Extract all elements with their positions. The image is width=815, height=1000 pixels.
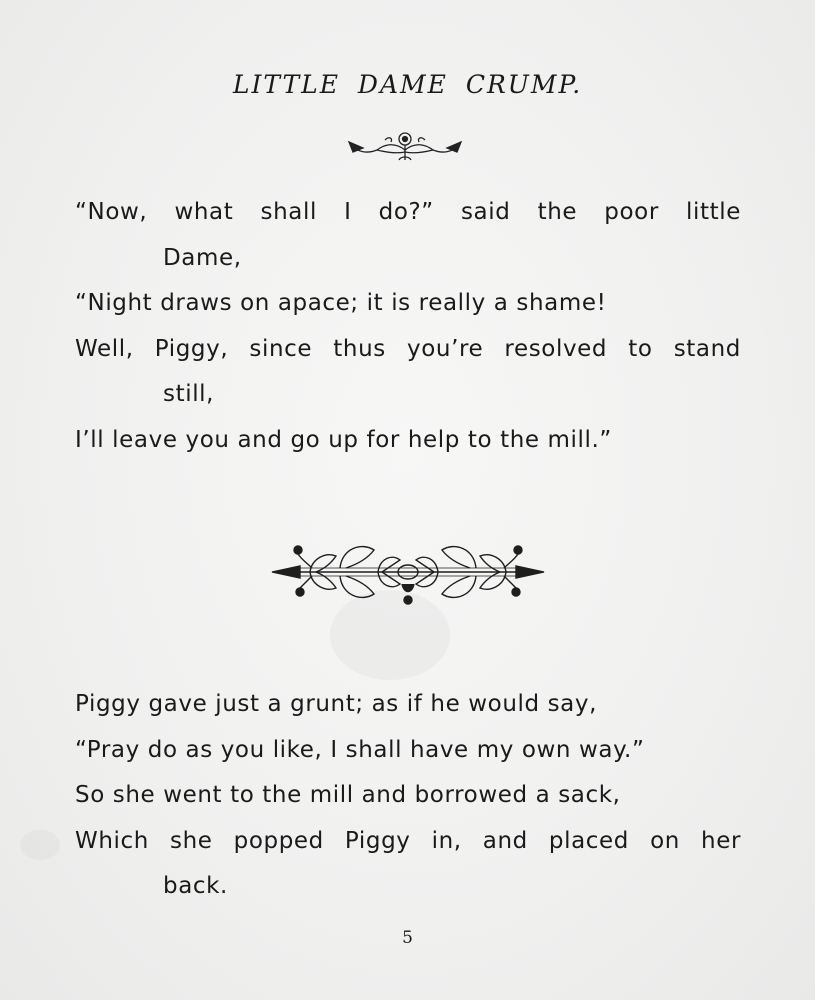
verse-line: So she went to the mill and borrowed a sack,	[75, 782, 621, 808]
page-title: LITTLE DAME CRUMP.	[232, 70, 583, 99]
verse-line: I’ll leave you and go up for help to the mill.”	[75, 426, 612, 453]
oak-leaf-ornament-icon	[270, 538, 546, 608]
verse-line: Which she popped Piggy in, and placed on her	[75, 827, 741, 854]
verse-line: “Night draws on apace; it is really a shame!	[75, 290, 607, 316]
stanza-2	[75, 682, 741, 910]
verse-line: Piggy gave just a grunt; as if he would say,	[75, 691, 598, 717]
floral-ornament-icon	[345, 128, 465, 166]
verse-line: back.	[163, 873, 228, 899]
verse-line: Well, Piggy, since thus you’re resolved to stand	[75, 335, 741, 362]
verse-line: Dame,	[163, 244, 242, 271]
stanza-1	[75, 190, 741, 463]
verse-line: still,	[163, 381, 215, 407]
verse-line: “Now, what shall I do?” said the poor little	[75, 199, 741, 225]
paper-stain	[20, 830, 60, 860]
page-number: 5	[402, 928, 413, 948]
verse-line: “Pray do as you like, I shall have my own way.”	[75, 736, 645, 763]
